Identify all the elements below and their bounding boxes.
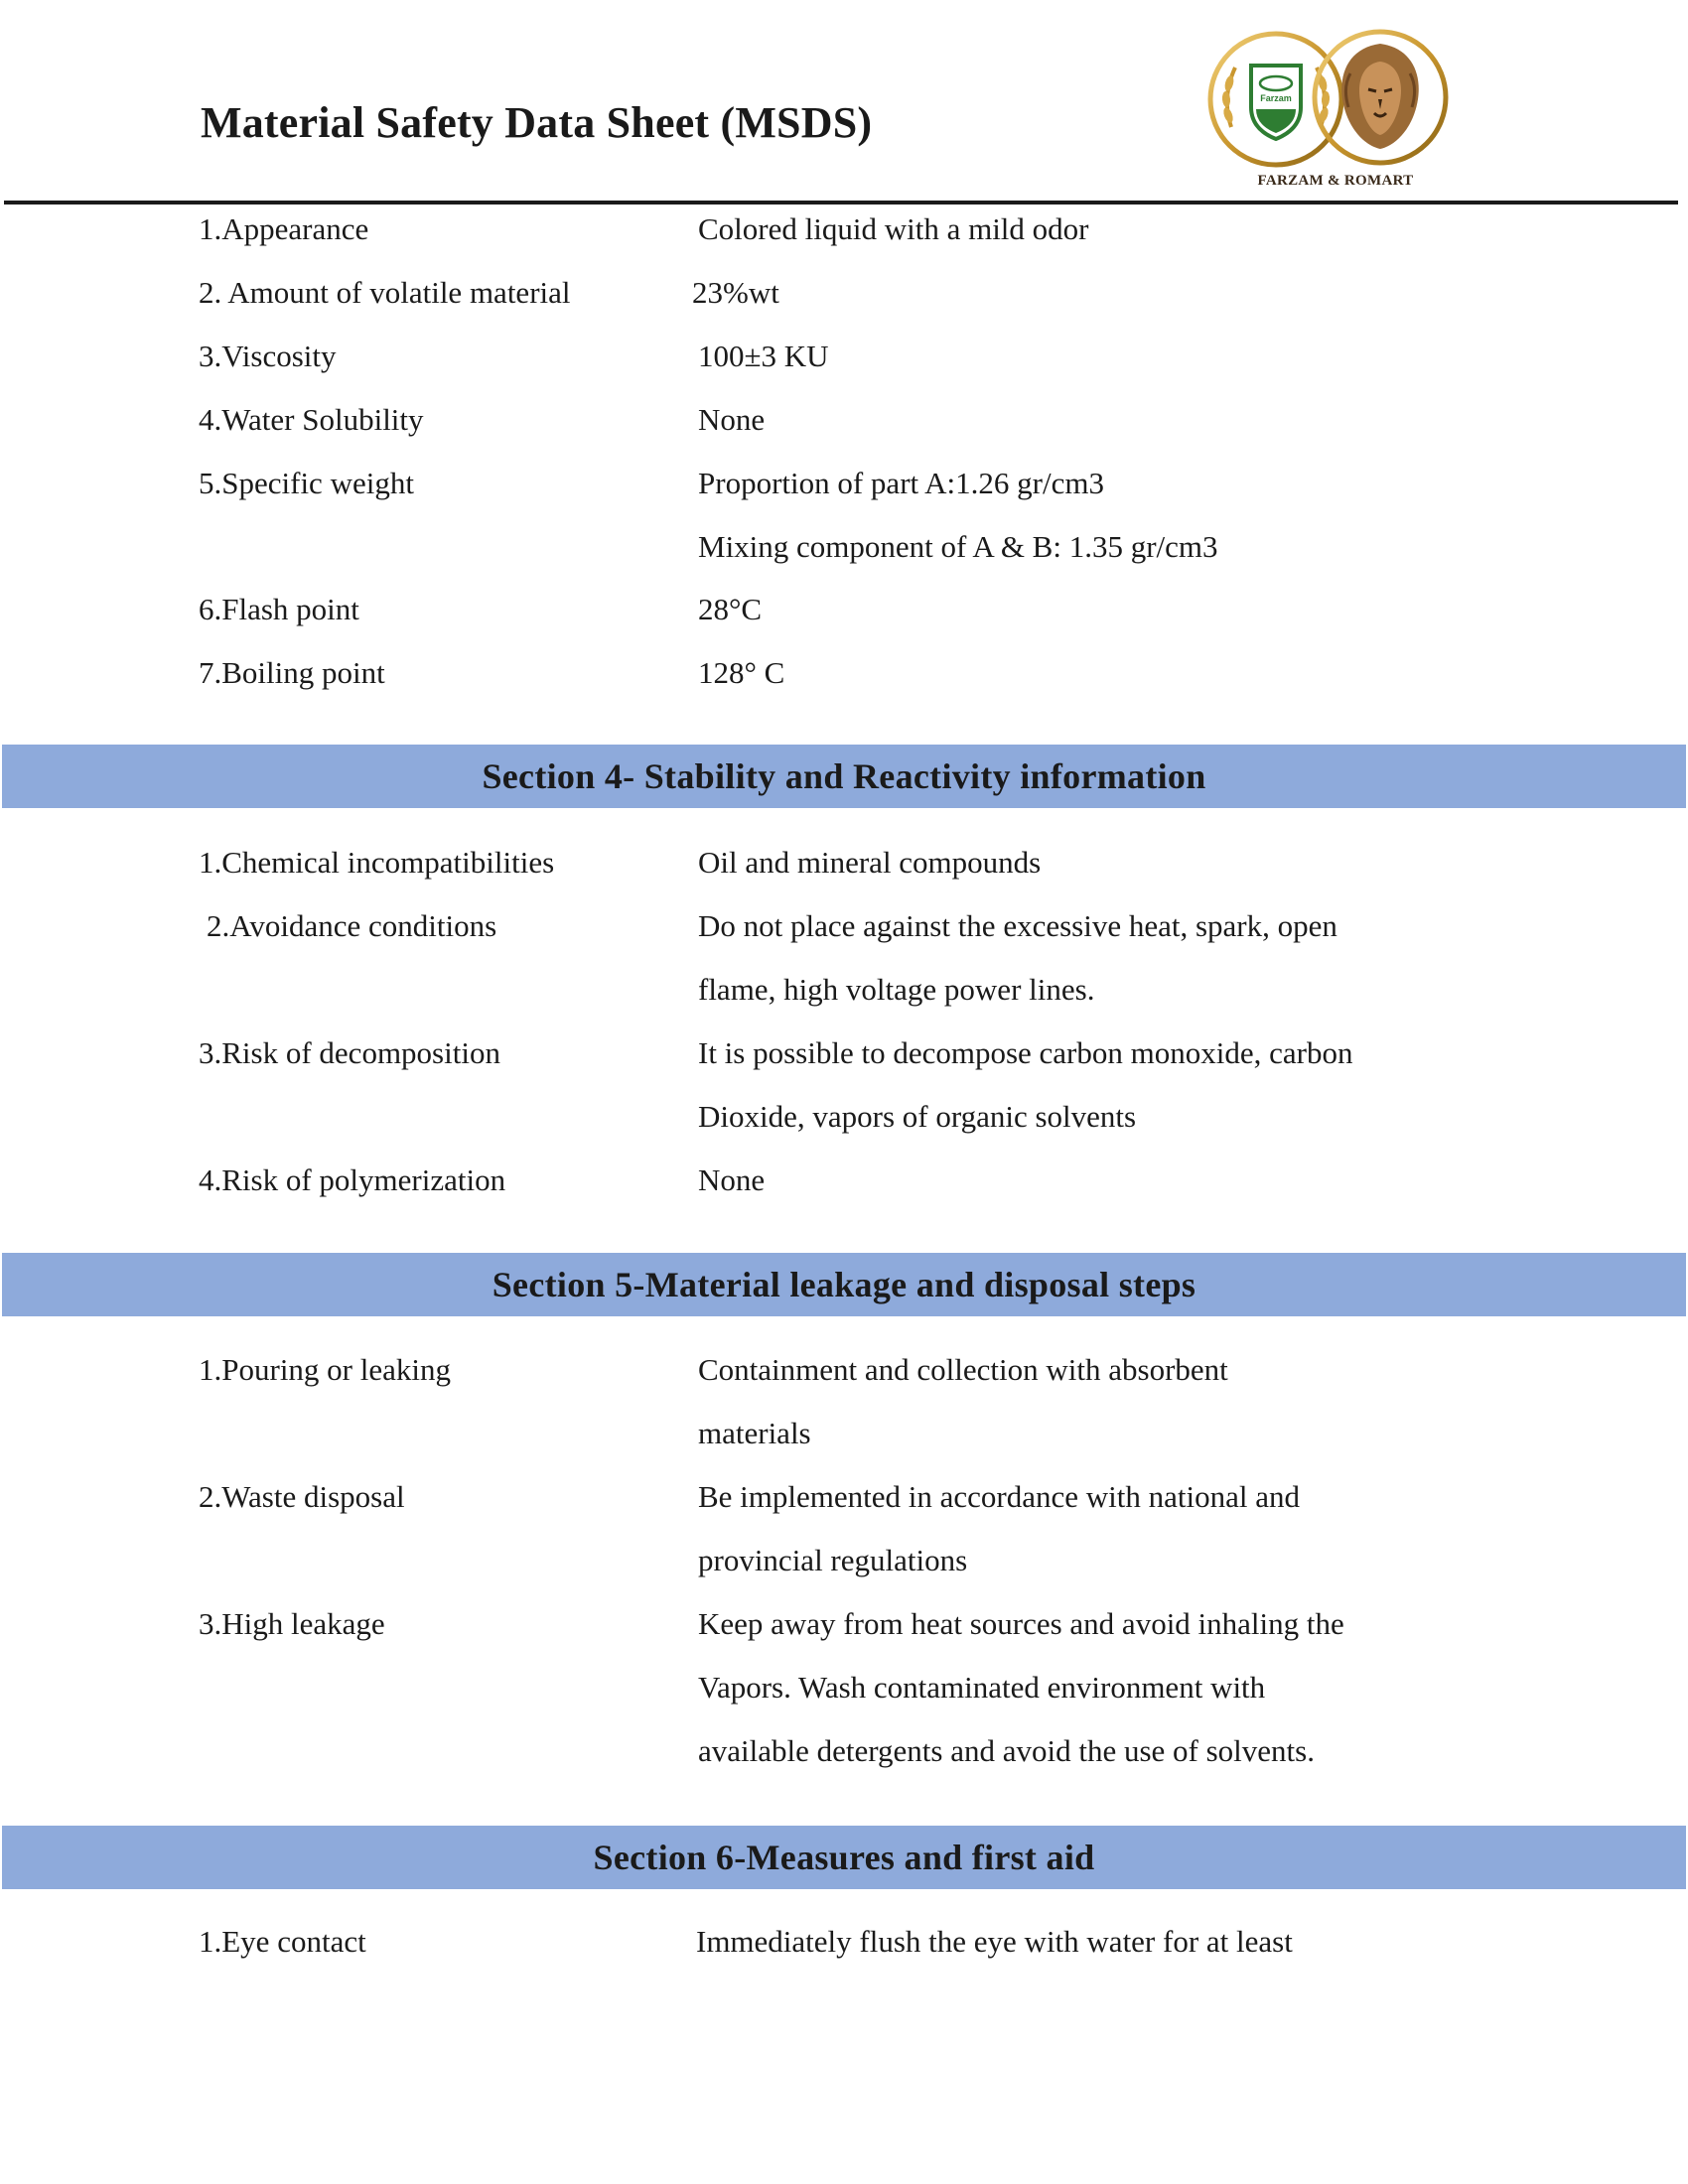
- logo-badge-text: Farzam: [1260, 93, 1292, 103]
- row-value: Immediately flush the eye with water for at least: [696, 1924, 1293, 1959]
- row-label: 1.Chemical incompatibilities: [199, 845, 555, 880]
- property-row: [0, 402, 1688, 442]
- section-title: Section 5-Material leakage and disposal steps: [492, 1265, 1196, 1304]
- row-value: Dioxide, vapors of organic solvents: [698, 1099, 1137, 1134]
- property-row: [0, 529, 1688, 569]
- property-row: [0, 339, 1688, 378]
- row-value: materials: [698, 1416, 811, 1450]
- logo-caption: FARZAM & ROMART: [1257, 173, 1414, 189]
- property-value: 128° C: [698, 655, 785, 690]
- row-value: None: [698, 1162, 766, 1197]
- property-label: 6.Flash point: [199, 592, 359, 626]
- property-value: None: [698, 402, 766, 437]
- row-label: 1.Eye contact: [199, 1924, 366, 1959]
- property-value: 23%wt: [692, 275, 779, 310]
- section-row: [0, 1479, 1688, 1519]
- row-label: 1.Pouring or leaking: [199, 1352, 451, 1387]
- section-row: [0, 1035, 1688, 1075]
- property-label: 2. Amount of volatile material: [199, 275, 571, 310]
- page-title: Material Safety Data Sheet (MSDS): [201, 98, 873, 147]
- property-value: 100±3 KU: [698, 339, 829, 373]
- row-label: 2.Waste disposal: [199, 1479, 405, 1514]
- property-row: [0, 655, 1688, 695]
- property-row: [0, 275, 1688, 315]
- header-rule: [4, 201, 1678, 205]
- property-label: 4.Water Solubility: [199, 402, 424, 437]
- row-value: Oil and mineral compounds: [698, 845, 1042, 880]
- section-title: Section 4- Stability and Reactivity information: [482, 756, 1206, 796]
- property-value: Colored liquid with a mild odor: [698, 211, 1089, 246]
- section-row: [0, 1543, 1688, 1582]
- section-row: [0, 1733, 1688, 1773]
- row-value: Containment and collection with absorbent: [698, 1352, 1228, 1387]
- property-row: [0, 211, 1688, 251]
- section-4-header: [2, 745, 1686, 808]
- property-row: [0, 592, 1688, 631]
- section-row: [0, 1606, 1688, 1646]
- property-label: 7.Boiling point: [199, 655, 385, 690]
- row-value: Do not place against the excessive heat, spark, open: [698, 908, 1337, 943]
- section-row: [0, 1099, 1688, 1139]
- property-label: 3.Viscosity: [199, 339, 337, 373]
- section-6-header: [2, 1826, 1686, 1889]
- row-value: Vapors. Wash contaminated environment with: [698, 1670, 1266, 1705]
- logo-emblem-icon: [1201, 18, 1470, 177]
- property-label: 5.Specific weight: [199, 466, 414, 500]
- section-row: [0, 1924, 1688, 1964]
- property-row: [0, 466, 1688, 505]
- row-value: provincial regulations: [698, 1543, 968, 1577]
- row-label: 4.Risk of polymerization: [199, 1162, 506, 1197]
- section-row: [0, 1670, 1688, 1709]
- section-row: [0, 1352, 1688, 1392]
- section-row: [0, 908, 1688, 948]
- section-row: [0, 1416, 1688, 1455]
- row-label: 3.Risk of decomposition: [199, 1035, 500, 1070]
- row-label: 3.High leakage: [199, 1606, 385, 1641]
- row-value: flame, high voltage power lines.: [698, 972, 1095, 1007]
- row-value: available detergents and avoid the use of solvents.: [698, 1733, 1315, 1768]
- property-value: Proportion of part A:1.26 gr/cm3: [698, 466, 1104, 500]
- row-label: 2.Avoidance conditions: [207, 908, 497, 943]
- section-5-header: [2, 1253, 1686, 1316]
- section-row: [0, 845, 1688, 885]
- property-label: 1.Appearance: [199, 211, 369, 246]
- company-logo: [1201, 18, 1470, 197]
- property-value: 28°C: [698, 592, 763, 626]
- section-row: [0, 972, 1688, 1012]
- row-value: It is possible to decompose carbon monoxide, carbon: [698, 1035, 1353, 1070]
- row-value: Keep away from heat sources and avoid inhaling the: [698, 1606, 1344, 1641]
- property-value: Mixing component of A & B: 1.35 gr/cm3: [698, 529, 1218, 564]
- section-row: [0, 1162, 1688, 1202]
- section-title: Section 6-Measures and first aid: [593, 1838, 1095, 1877]
- row-value: Be implemented in accordance with national and: [698, 1479, 1300, 1514]
